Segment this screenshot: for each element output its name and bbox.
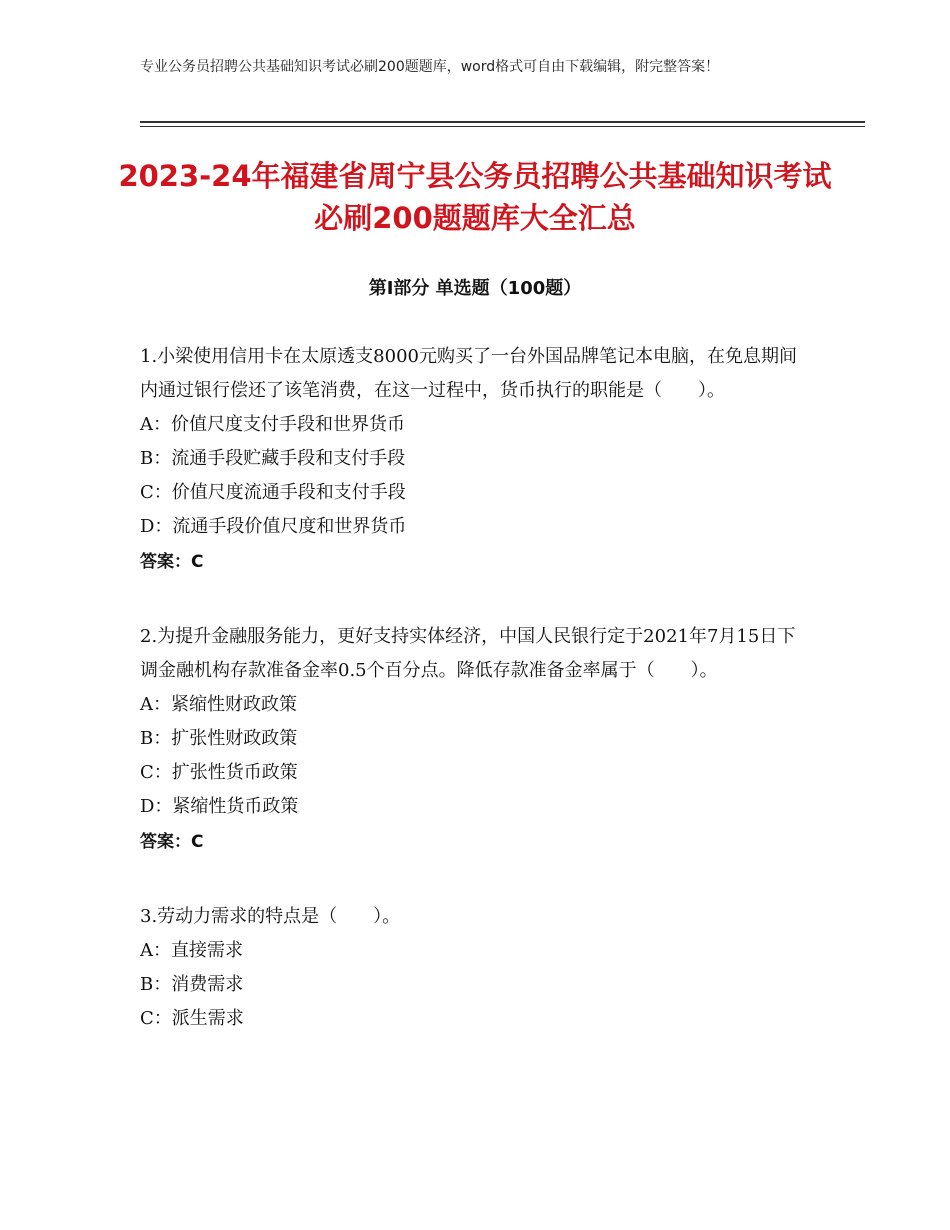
question-1 [140,340,805,580]
option-b: B：扩张性财政政策 [140,728,298,749]
option-b: B：流通手段贮藏手段和支付手段 [140,448,406,469]
header-rule-thin [140,126,865,127]
option-c: C：价值尺度流通手段和支付手段 [140,482,406,503]
option-d: D：流通手段价值尺度和世界货币 [140,516,407,537]
answer: 答案：C [140,552,204,572]
question-text: 3.劳动力需求的特点是（ ）。 [140,906,401,927]
answer: 答案：C [140,832,204,852]
section-heading: 第Ⅰ部分 单选题（100题） [368,278,582,299]
question-list [140,340,805,1076]
question-text: 2.为提升金融服务能力，更好支持实体经济，中国人民银行定于2021年7月15日下调金融机构存款准备金率0.5个百分点。降低存款准备金率属于（ ）。 [140,626,796,681]
option-d: D：紧缩性货币政策 [140,796,299,817]
header-rule-thick [140,121,865,123]
option-a: A：紧缩性财政政策 [140,694,297,715]
document-title: 2023-24年福建省周宁县公务员招聘公共基础知识考试必刷200题题库大全汇总 [118,159,832,235]
question-text: 1.小梁使用信用卡在太原透支8000元购买了一台外国品牌笔记本电脑，在免息期间内通过银行偿还了该笔消费，在这一过程中，货币执行的职能是（ ）。 [140,346,797,401]
option-a: A：直接需求 [140,940,243,961]
option-b: B：消费需求 [140,974,244,995]
option-c: C：扩张性货币政策 [140,762,298,783]
question-3 [140,900,805,1036]
header-note: 专业公务员招聘公共基础知识考试必刷200题题库，word格式可自由下载编辑，附完整答案！ [140,59,720,75]
option-c: C：派生需求 [140,1008,244,1029]
question-2 [140,620,805,860]
option-a: A：价值尺度支付手段和世界货币 [140,414,405,435]
